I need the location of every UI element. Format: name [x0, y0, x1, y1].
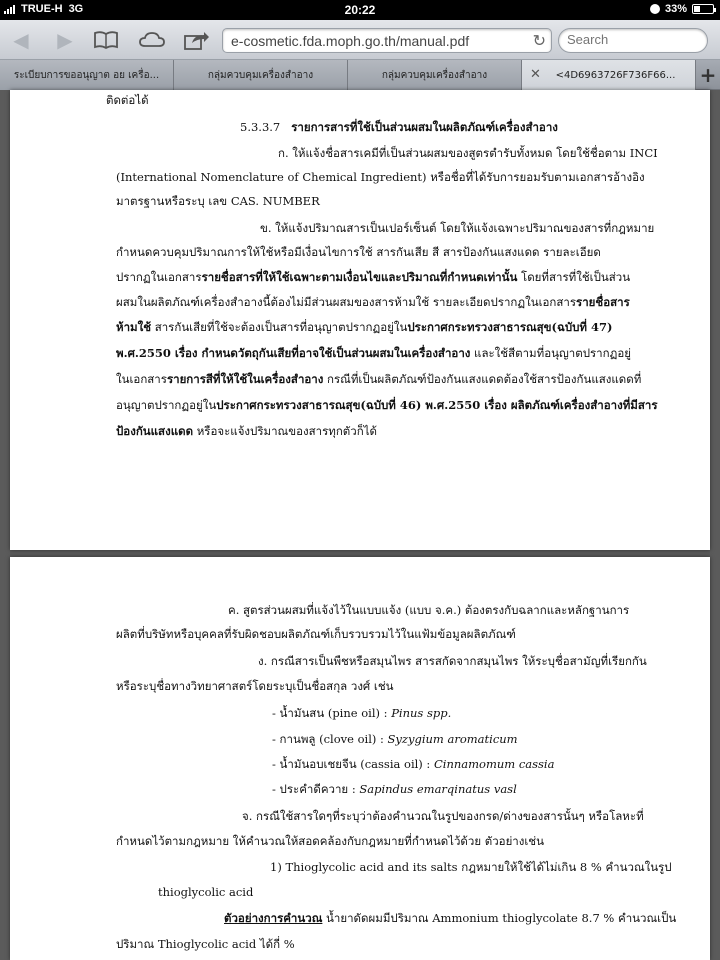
doc-line	[116, 270, 630, 284]
text-run: อนุญาตปรากฏอยู่ใน	[116, 398, 217, 412]
doc-line: ข. ให้แจ้งปริมาณสารเป็นเปอร์เซ็นต์ โดยให้แจ้งเฉพาะปริมาณของสารที่กฎหมาย	[260, 221, 655, 235]
doc-line: thioglycolic acid	[158, 885, 254, 899]
carrier-name: TRUE-H	[21, 3, 63, 15]
tab-bar	[0, 60, 720, 90]
browser-toolbar	[0, 20, 720, 60]
reload-icon[interactable]: ↻	[532, 31, 546, 50]
tab-3[interactable]	[348, 60, 522, 90]
battery-percent: 33%	[664, 3, 687, 15]
network-type: 3G	[68, 3, 84, 15]
text-run: สารกันเสียที่ใช้จะต้องเป็นสารที่อนุญาตปรากฏอยู่ใน	[151, 320, 408, 334]
list-item	[272, 757, 554, 771]
text-run-bold: ประกาศกระทรวงสาธารณสุข(ฉบับที่ 47)	[407, 320, 613, 334]
icloud-icon[interactable]	[138, 29, 166, 51]
text-run-italic: Cinnamomum cassia	[433, 757, 555, 771]
text-run: - น้ำมันอบเชยจีน (cassia oil) :	[272, 757, 434, 771]
search-bar[interactable]	[558, 28, 708, 53]
section-number: 5.3.3.7	[240, 120, 281, 134]
doc-line: กำหนดไว้ตามกฎหมาย ให้คำนวณให้สอดคล้องกับกฎหมายที่กำหนดไว้ด้วย ตัวอย่างเช่น	[116, 834, 544, 848]
text-run: - น้ำมันสน (pine oil) :	[272, 706, 392, 720]
text-run-bold: รายการสีที่ให้ใช้ในเครื่องสำอาง	[166, 372, 324, 386]
text-run: กรณีที่เป็นผลิตภัณฑ์ป้องกันแสงแดดต้องใช้สารป้องกันแสงแดดที่	[323, 372, 642, 386]
doc-line: 1) Thioglycolic acid and its salts กฎหมายให้ใช้ได้ไม่เกิน 8 % คำนวณในรูป	[270, 860, 672, 874]
text-run: ผสมในผลิตภัณฑ์เครื่องสำอางนี้ต้องไม่มีส่วนผสมของสารห้ามใช้ รายละเอียดปรากฏในเอกสาร	[116, 295, 577, 309]
tab-label: กลุ่มควบคุมเครื่องสำอาง	[207, 69, 314, 81]
text-run-bold-underline: ตัวอย่างการคำนวณ	[224, 911, 323, 925]
close-tab-icon[interactable]: ✕	[530, 67, 541, 82]
text-run-bold: รายชื่อสารที่ให้ใช้เฉพาะตามเงื่อนไขและปริมาณที่กำหนดเท่านั้น	[201, 270, 518, 284]
text-run-bold: ประกาศกระทรวงสาธารณสุข(ฉบับที่ 46) พ.ศ.2550 เรื่อง ผลิตภัณฑ์เครื่องสำอางที่มีสาร	[216, 398, 658, 412]
section-heading	[240, 120, 558, 134]
tab-4-active[interactable]	[522, 60, 696, 90]
text-run-bold: ห้ามใช้	[116, 320, 152, 334]
doc-line	[116, 295, 630, 309]
url-text: e-cosmetic.fda.moph.go.th/manual.pdf	[231, 33, 470, 49]
text-run-italic: Sapindus emarqinatus vasl	[359, 782, 517, 796]
text-run-italic: Syzygium aromaticum	[387, 732, 518, 746]
doc-line: ก. ให้แจ้งชื่อสารเคมีที่เป็นส่วนผสมของสูตรตำรับทั้งหมด โดยใช้ชื่อตาม INCI	[278, 146, 658, 160]
battery-fill	[694, 6, 700, 12]
tab-2[interactable]	[174, 60, 348, 90]
doc-line: ผลิตที่บริษัทหรือบุคคลที่รับผิดชอบผลิตภัณฑ์เก็บรวบรวมไว้ในแฟ้มข้อมูลผลิตภัณฑ์	[116, 627, 516, 641]
rotation-lock-icon	[650, 4, 660, 14]
section-title: รายการสารที่ใช้เป็นส่วนผสมในผลิตภัณฑ์เครื่องสำอาง	[291, 120, 558, 134]
text-run: และใช้สีตามที่อนุญาตปรากฏอยู่	[470, 346, 631, 360]
bookmarks-icon[interactable]	[92, 29, 120, 51]
doc-line: (International Nomenclature of Chemical Ingredient) หรือชื่อที่ได้รับการยอมรับตามเอกสารอ้างอิง	[116, 170, 645, 184]
tab-label: กลุ่มควบคุมเครื่องสำอาง	[381, 69, 488, 81]
text-run-bold: พ.ศ.2550 เรื่อง กำหนดวัตถุกันเสียที่อาจใช้เป็นส่วนผสมในเครื่องสำอาง	[116, 346, 471, 360]
share-icon[interactable]	[182, 29, 210, 51]
clock: 20:22	[344, 3, 376, 17]
doc-line: ปริมาณ Thioglycolic acid ได้กี่ %	[116, 937, 295, 951]
forward-button[interactable]: ▶	[57, 28, 73, 52]
doc-line	[224, 911, 676, 925]
battery-icon	[692, 4, 714, 14]
back-button[interactable]: ◀	[13, 28, 29, 52]
text-run: ในเอกสาร	[116, 372, 167, 386]
text-run: น้ำยาดัดผมมีปริมาณ Ammonium thioglycolate 8.7 % คำนวณเป็น	[322, 911, 677, 925]
pdf-page-2	[10, 557, 710, 960]
doc-line	[116, 398, 658, 412]
text-run: - ประคำดีควาย :	[272, 782, 360, 796]
doc-line	[116, 346, 631, 360]
doc-line: จ. กรณีใช้สารใดๆที่ระบุว่าต้องคำนวณในรูปของกรด/ด่างของสารนั้นๆ หรือโลหะที่	[242, 809, 644, 823]
text-run: โดยที่สารที่ใช้เป็นส่วน	[517, 270, 631, 284]
list-item	[272, 782, 517, 796]
list-item	[272, 706, 451, 720]
status-bar	[0, 0, 720, 20]
address-bar[interactable]	[222, 28, 552, 53]
tab-label: ระเบียบการขออนุญาต อย เครื่อ...	[13, 69, 160, 81]
text-run: ปรากฏในเอกสาร	[116, 270, 202, 284]
text-run-italic: Pinus spp.	[391, 706, 452, 720]
text-run: หรือจะแจ้งปริมาณของสารทุกตัวก็ได้	[193, 424, 377, 438]
text-run: - กานพลู (clove oil) :	[272, 732, 388, 746]
doc-line	[116, 424, 377, 438]
search-input[interactable]	[567, 32, 697, 47]
pdf-page-1	[10, 90, 710, 550]
doc-line: หรือระบุชื่อทางวิทยาศาสตร์โดยระบุเป็นชื่อสกุล วงศ์ เช่น	[116, 679, 394, 693]
tab-1[interactable]	[0, 60, 174, 90]
doc-line: ติดต่อได้	[106, 93, 149, 107]
text-run-bold: ป้องกันแสงแดด	[116, 424, 194, 438]
doc-line: มาตรฐานหรือระบุ เลข CAS. NUMBER	[116, 194, 320, 208]
doc-line	[116, 372, 641, 386]
doc-line: ง. กรณีสารเป็นพืชหรือสมุนไพร สารสกัดจากสมุนไพร ให้ระบุชื่อสามัญที่เรียกกัน	[258, 654, 647, 668]
doc-line: ค. สูตรส่วนผสมที่แจ้งไว้ในแบบแจ้ง (แบบ จ.ค.) ต้องตรงกับฉลากและหลักฐานการ	[228, 603, 630, 617]
tab-label: <4D6963726F736F66...	[555, 69, 676, 81]
list-item	[272, 732, 518, 746]
doc-line: กำหนดควบคุมปริมาณการให้ใช้หรือมีเงื่อนไขการใช้ สารกันเสีย สี สารป้องกันแสงแดด รายละเอียด	[116, 245, 601, 259]
new-tab-button[interactable]: +	[699, 63, 717, 87]
doc-line	[116, 320, 612, 334]
text-run-bold: รายชื่อสาร	[576, 295, 630, 309]
